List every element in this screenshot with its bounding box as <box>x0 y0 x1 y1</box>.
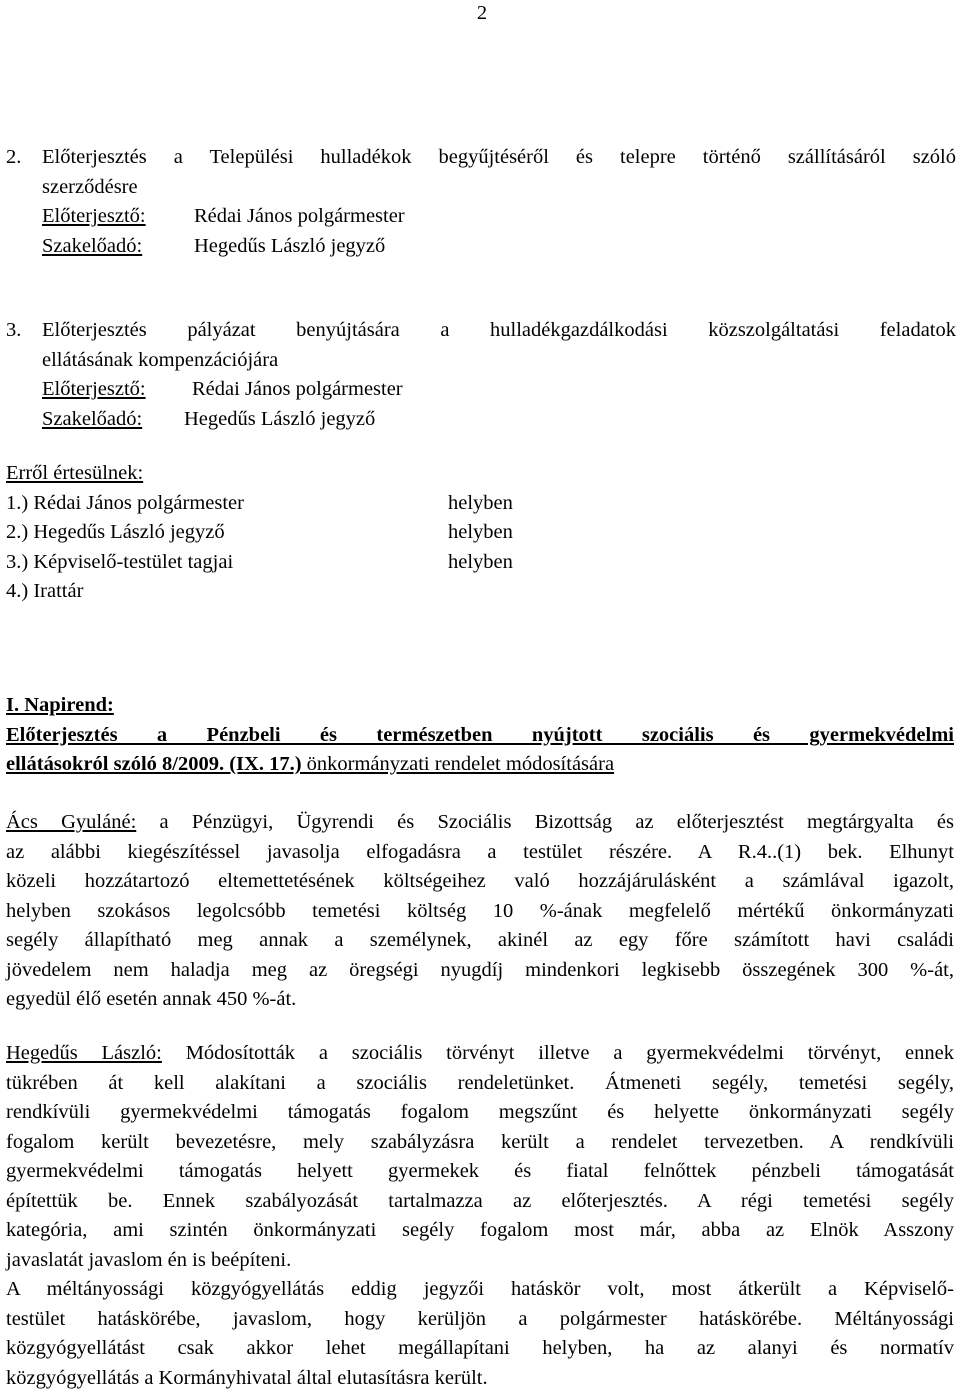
notification-heading: Erről értesülnek: <box>6 459 513 489</box>
paragraph-text: Módosították a szociális törvényt illetve a gyermekvédelmi törvényt, ennek <box>162 1042 954 1064</box>
section-title-cont <box>6 750 954 780</box>
speaker-name: Ács Gyuláné: <box>6 811 136 833</box>
section-title: Előterjesztés a Pénzbeli és természetben nyújtott szociális és gyermekvédelmi <box>6 721 954 751</box>
presenter-name: Rédai János polgármester <box>194 205 405 227</box>
recipient-place: helyben <box>448 521 513 543</box>
recipient-row <box>6 518 513 548</box>
agenda-item-number: 2. <box>6 143 21 173</box>
recipient-row <box>6 548 513 578</box>
expert-name: Hegedűs László jegyző <box>184 408 375 430</box>
paragraph-line: gyermekvédelmi támogatás helyett gyermekek és fiatal felnőttek pénzbeli támogatását <box>6 1157 954 1187</box>
agenda-item-3 <box>6 316 956 434</box>
recipient-place: helyben <box>448 551 513 573</box>
paragraph-line: közgyógyellátást csak akkor lehet megállapítani helyben, ha az alanyi és normatív <box>6 1334 954 1364</box>
paragraph-line: az alábbi kiegészítéssel javasolja elfogadásra a testület részére. A R.4..(1) bek. Elhunyt <box>6 838 954 868</box>
paragraph-text: a Pénzügyi, Ügyrendi és Szociális Bizottság az előterjesztést megtárgyalta és <box>136 811 954 833</box>
paragraph-line: építettük be. Ennek szabályozását tartalmazza az előterjesztés. A régi temetési segély <box>6 1187 954 1217</box>
agenda-item-number: 3. <box>6 316 21 346</box>
expert-label: Szakelőadó: <box>42 232 194 262</box>
expert-name: Hegedűs László jegyző <box>194 235 385 257</box>
paragraph-line: fogalom került bevezetésre, mely szabályzásra került a rendelet tervezetben. A rendkívüli <box>6 1128 954 1158</box>
presenter-label: Előterjesztő: <box>42 375 192 405</box>
agenda-item-title: Előterjesztés a Települési hulladékok begyűjtéséről és telepre történő szállításáról szóló <box>42 143 956 173</box>
recipient-name: 3.) Képviselő-testület tagjai <box>6 548 448 578</box>
recipient-name: 4.) Irattár <box>6 577 448 607</box>
paragraph-line: javaslatát javaslom én is beépíteni. <box>6 1246 954 1276</box>
expert-label: Szakelőadó: <box>42 405 184 435</box>
paragraph-line: közeli hozzátartozó eltemettetésének költségeihez való hozzájárulásként a számlával igazolt, <box>6 867 954 897</box>
paragraph-line: jövedelem nem haladja meg az öregségi nyugdíj mindenkori legkisebb összegének 300 %-át, <box>6 956 954 986</box>
section-block <box>6 691 954 780</box>
expert-line <box>42 232 956 262</box>
paragraph-line: tükrében át kell alakítani a szociális rendeletünket. Átmeneti segély, temetési segély, <box>6 1069 954 1099</box>
paragraph-line <box>6 808 954 838</box>
notification-block <box>6 459 513 607</box>
paragraph-line: testület hatáskörébe, javaslom, hogy kerüljön a polgármester hatáskörébe. Méltányossági <box>6 1305 954 1335</box>
section-title-bold: ellátásokról szóló 8/2009. (IX. 17.) <box>6 753 302 775</box>
presenter-line <box>42 202 956 232</box>
recipient-row <box>6 489 513 519</box>
paragraph-line: segély állapítható meg annak a személynek, akinél az egy főre számított havi családi <box>6 926 954 956</box>
presenter-name: Rédai János polgármester <box>192 378 403 400</box>
agenda-item-title-cont: ellátásának kompenzációjára <box>42 346 956 376</box>
paragraph-line: kategória, ami szintén önkormányzati segély fogalom most már, abba az Elnök Asszony <box>6 1216 954 1246</box>
recipient-name: 2.) Hegedűs László jegyző <box>6 518 448 548</box>
presenter-line <box>42 375 956 405</box>
paragraph-hegedus <box>6 1039 954 1393</box>
section-title-rest: önkormányzati rendelet módosítására <box>302 753 615 775</box>
presenter-label: Előterjesztő: <box>42 202 194 232</box>
paragraph-line: rendkívüli gyermekvédelmi támogatás fogalom megszűnt és helyette önkormányzati segély <box>6 1098 954 1128</box>
paragraph-line: egyedül élő esetén annak 450 %-át. <box>6 985 954 1015</box>
agenda-item-title-cont: szerződésre <box>42 173 956 203</box>
recipient-place: helyben <box>448 492 513 514</box>
recipient-row <box>6 577 513 607</box>
paragraph-acs <box>6 808 954 1015</box>
paragraph-line <box>6 1039 954 1069</box>
expert-line <box>42 405 956 435</box>
paragraph-line: közgyógyellátás a Kormányhivatal által elutasításra került. <box>6 1364 954 1393</box>
section-heading: I. Napirend: <box>6 691 954 721</box>
paragraph-line: helyben szokásos legolcsóbb temetési költség 10 %-ának megfelelő mértékű önkormányzati <box>6 897 954 927</box>
page-number: 2 <box>470 0 494 26</box>
agenda-item-title: Előterjesztés pályázat benyújtására a hulladékgazdálkodási közszolgáltatási feladatok <box>42 316 956 346</box>
agenda-item-2 <box>6 143 956 261</box>
recipient-name: 1.) Rédai János polgármester <box>6 489 448 519</box>
speaker-name: Hegedűs László: <box>6 1042 162 1064</box>
paragraph-line: A méltányossági közgyógyellátás eddig jegyzői hatáskör volt, most átkerült a Képviselő- <box>6 1275 954 1305</box>
